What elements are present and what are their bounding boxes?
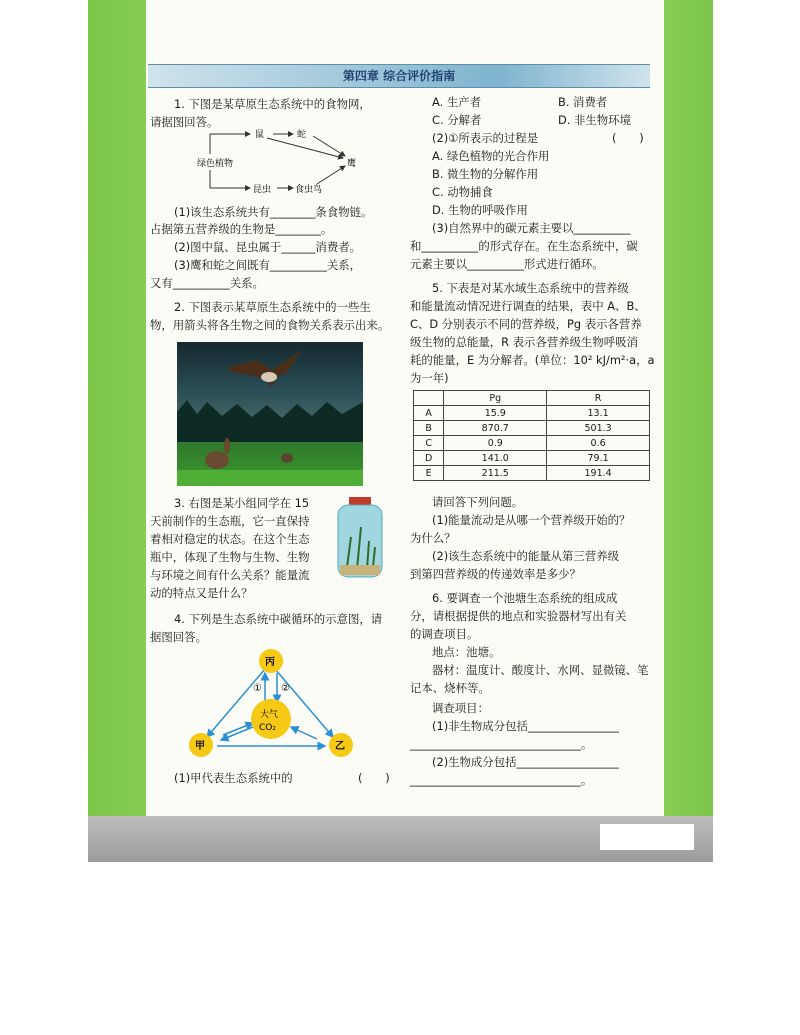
q5-line0: 5. 下表是对某水域生态系统中的营养级 xyxy=(432,281,629,295)
q5-line4: 耗的能量，E 为分解者。(单位：10² kJ/m²·a，a xyxy=(410,353,655,367)
table-row xyxy=(414,466,650,481)
table-header-row xyxy=(414,391,650,406)
chapter-title: 第四章 综合评价指南 xyxy=(342,69,456,83)
q4-s2-paren: ( ) xyxy=(612,131,644,145)
opt-a: A. 生产者 xyxy=(432,95,482,109)
q6-line5: 记本、烧杯等。 xyxy=(410,681,490,695)
q5-after2: 为什么？ xyxy=(410,531,456,545)
q1-s1a: (1)该生态系统共有________条食物链。 xyxy=(174,205,373,219)
q3-line0: 3. 右图是某小组同学在 15 xyxy=(174,496,310,510)
q4-s3a: (3)自然界中的碳元素主要以__________ xyxy=(432,221,631,235)
q5-after1: (1)能量流动是从哪一个营养级开始的？ xyxy=(432,513,631,527)
q4-line1: 4. 下列是生态系统中碳循环的示意图，请 xyxy=(174,612,383,626)
node-jia: 甲 xyxy=(195,741,205,752)
table-header xyxy=(414,391,444,406)
q1-s3a: (3)鹰和蛇之间既有__________关系， xyxy=(174,258,361,272)
table-cell: 79.1 xyxy=(547,451,650,466)
opt2-a: A. 绿色植物的光合作用 xyxy=(432,149,550,163)
table-cell: 191.4 xyxy=(547,466,650,481)
white-label-patch xyxy=(600,824,694,850)
q1-s2: (2)图中鼠、昆虫属于______消费者。 xyxy=(174,240,361,254)
table-cell: 211.5 xyxy=(444,466,547,481)
q6-line4: 器材：温度计、酸度计、水网、显微镜、笔 xyxy=(432,663,649,677)
q4-s1: (1)甲代表生态系统中的 xyxy=(174,771,293,785)
carbon-cycle-diagram xyxy=(185,647,365,762)
table-row xyxy=(414,436,650,451)
table-row xyxy=(414,406,650,421)
food-web-diagram xyxy=(195,126,375,196)
q4-s3c: 元素主要以__________形式进行循环。 xyxy=(410,257,604,271)
q4-line2: 据图回答。 xyxy=(150,630,207,644)
table-cell: C xyxy=(414,436,444,451)
q6-line6: 调查项目： xyxy=(432,701,489,715)
q5-line5: 为一年) xyxy=(410,371,449,385)
q1-line1: 1. 下图是某草原生态系统中的食物网， xyxy=(174,97,371,111)
web-snake: 蛇 xyxy=(297,130,307,140)
chapter-header xyxy=(148,64,650,88)
opt2-c: C. 动物捕食 xyxy=(432,185,493,199)
table-row xyxy=(414,451,650,466)
opt-c: C. 分解者 xyxy=(432,113,482,127)
q5-after3: (2)该生态系统中的能量从第三营养级 xyxy=(432,549,619,563)
arrow-label-2: ② xyxy=(281,683,290,694)
q1-line2: 请据图回答。 xyxy=(150,115,219,129)
q6-line1: 分，请根据提供的地点和实验器材写出有关 xyxy=(410,609,627,623)
q3-line5: 动的特点又是什么？ xyxy=(150,586,253,600)
table-cell: 141.0 xyxy=(444,451,547,466)
table-header: Pg xyxy=(444,391,547,406)
q4-s3b: 和__________的形式存在。在生态系统中，碳 xyxy=(410,239,638,253)
q6-line3: 地点：池塘。 xyxy=(432,645,501,659)
table-cell: 0.6 xyxy=(547,436,650,451)
q5-line3: 级生物的总能量，R 表示各营养级生物呼吸消 xyxy=(410,335,638,349)
table-cell: 13.1 xyxy=(547,406,650,421)
table-cell: A xyxy=(414,406,444,421)
q6-line9: (2)生物成分包括__________________ xyxy=(432,755,619,769)
node-atmosphere: 大气 xyxy=(260,710,279,720)
web-eagle: 鹰 xyxy=(347,159,357,169)
table-cell: 501.3 xyxy=(547,421,650,436)
table-cell: E xyxy=(414,466,444,481)
table-cell: 870.7 xyxy=(444,421,547,436)
q6-line0: 6. 要调查一个池塘生态系统的组成成 xyxy=(432,591,618,605)
web-plant: 绿色植物 xyxy=(197,159,234,169)
table-cell: 15.9 xyxy=(444,406,547,421)
ecosystem-bottle-image xyxy=(335,497,385,579)
q3-line2: 着相对稳定的状态。在这个生态 xyxy=(150,532,310,546)
table-row xyxy=(414,421,650,436)
web-bird: 食虫鸟 xyxy=(295,185,323,195)
node-co2: CO₂ xyxy=(259,723,276,733)
q5-line1: 和能量流动情况进行调查的结果，表中 A、B、 xyxy=(410,299,646,313)
arrow-label-1: ① xyxy=(253,683,262,694)
q2-line1: 2. 下图表示某草原生态系统中的一些生 xyxy=(174,300,371,314)
opt2-b: B. 微生物的分解作用 xyxy=(432,167,539,181)
node-bing: 丙 xyxy=(265,657,275,668)
web-mouse: 鼠 xyxy=(255,130,265,140)
energy-table xyxy=(413,390,650,481)
q6-line2: 的调查项目。 xyxy=(410,627,479,641)
q3-line3: 瓶中，体现了生物与生物、生物 xyxy=(150,550,310,564)
opt-d: D. 非生物环境 xyxy=(558,113,631,127)
table-cell: B xyxy=(414,421,444,436)
q5-after4: 到第四营养级的传递效率是多少？ xyxy=(410,567,581,581)
web-insect: 昆虫 xyxy=(253,185,272,195)
grassland-photo-art xyxy=(177,342,363,486)
q1-s1b: 占据第五营养级的生物是________。 xyxy=(150,222,333,236)
q6-line8: ______________________________。 xyxy=(410,737,593,751)
q3-line4: 与环境之间有什么关系？能量流 xyxy=(150,568,310,582)
q5-after0: 请回答下列问题。 xyxy=(432,495,524,509)
q2-line2: 物，用箭头将各生物之间的食物关系表示出来。 xyxy=(150,318,390,332)
q1-s3b: 又有__________关系。 xyxy=(150,276,264,290)
q6-line10: ______________________________。 xyxy=(410,773,593,787)
grassland-photo xyxy=(177,342,363,486)
node-yi: 乙 xyxy=(335,741,345,752)
q6-line7: (1)非生物成分包括________________ xyxy=(432,719,619,733)
q4-paren: ( ) xyxy=(358,771,390,785)
table-header: R xyxy=(547,391,650,406)
table-cell: 0.9 xyxy=(444,436,547,451)
q4-s2: (2)①所表示的过程是 xyxy=(432,131,539,145)
table-cell: D xyxy=(414,451,444,466)
q3-line1: 天前制作的生态瓶，它一直保持 xyxy=(150,514,310,528)
opt-b: B. 消费者 xyxy=(558,95,608,109)
q5-line2: C、D 分别表示不同的营养级，Pg 表示各营养 xyxy=(410,317,642,331)
opt2-d: D. 生物的呼吸作用 xyxy=(432,203,528,217)
